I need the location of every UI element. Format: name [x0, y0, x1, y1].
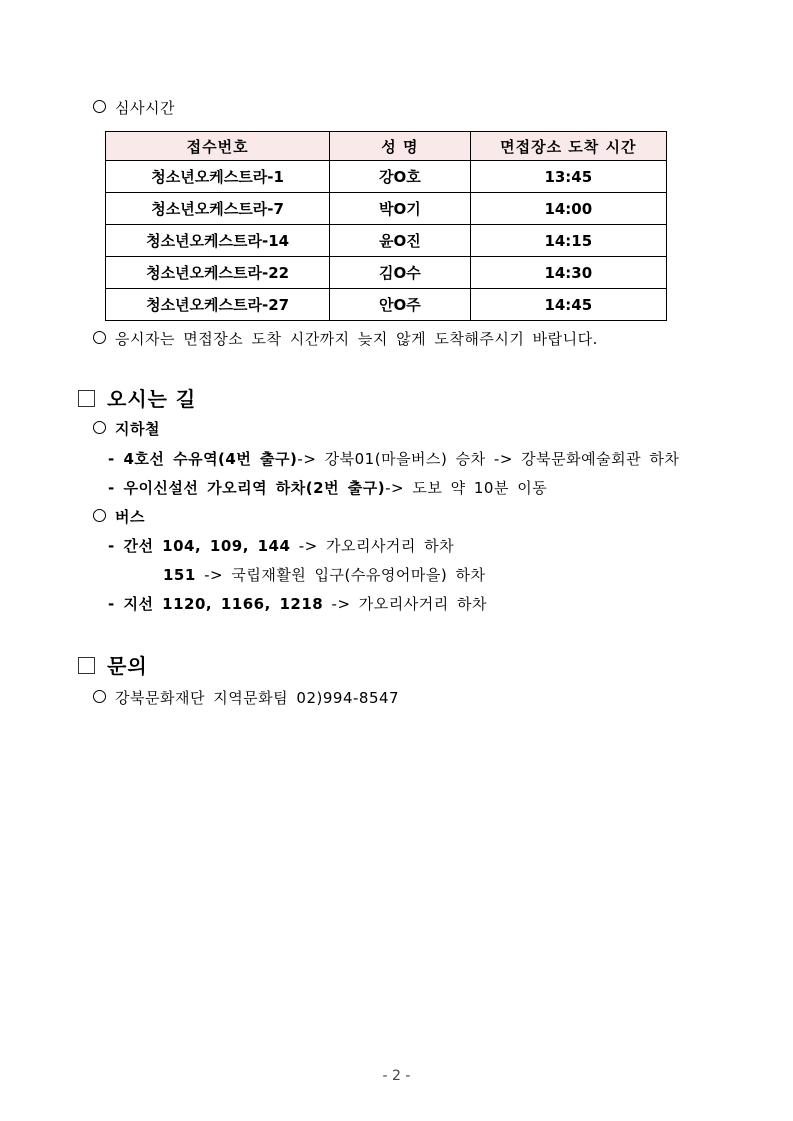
table-row [106, 257, 667, 289]
table-row [106, 193, 667, 225]
applicant-name: 김O수 [330, 257, 470, 289]
bus-route-3 [108, 593, 487, 614]
applicant-name: 강O호 [330, 161, 470, 193]
arrival-time: 14:15 [470, 225, 666, 257]
arrival-time: 14:30 [470, 257, 666, 289]
schedule-table [105, 131, 667, 321]
arrival-notice-text: 응시자는 면접장소 도착 시간까지 늦지 않게 도착해주시기 바랍니다. [115, 330, 598, 348]
applicant-name: 윤O진 [330, 225, 470, 257]
bus-route-2 [163, 564, 485, 585]
applicant-name: 박O기 [330, 193, 470, 225]
arrival-time: 13:45 [470, 161, 666, 193]
subway-route-1 [108, 448, 679, 469]
subway-label: 지하철 [115, 420, 160, 438]
header-arrival-time: 면접장소 도착 시간 [470, 132, 666, 161]
bus-heading [93, 506, 145, 527]
circle-bullet-icon [93, 421, 106, 434]
review-time-heading [93, 97, 175, 118]
bus-route-1-lines: - 간선 104, 109, 144 [108, 537, 291, 555]
subway-route-2-station: - 우이신설선 가오리역 하차(2번 출구) [108, 479, 386, 497]
circle-bullet-icon [93, 690, 106, 703]
bus-route-1-detail: -> 가오리사거리 하차 [298, 537, 455, 555]
applicant-name: 안O주 [330, 289, 470, 321]
application-number: 청소년오케스트라-27 [106, 289, 330, 321]
page-number: - 2 - [382, 1068, 411, 1084]
bus-route-2-detail: -> 국립재활원 입구(수유영어마을) 하차 [204, 566, 486, 584]
bus-route-3-detail: -> 가오리사거리 하차 [331, 595, 487, 613]
square-bullet-icon [78, 657, 95, 674]
directions-section-title [78, 383, 196, 412]
header-name: 성 명 [330, 132, 470, 161]
directions-title-text: 오시는 길 [107, 387, 197, 411]
arrival-time: 14:45 [470, 289, 666, 321]
subway-route-2 [108, 477, 547, 498]
subway-route-1-station: - 4호선 수유역(4번 출구) [108, 450, 298, 468]
application-number: 청소년오케스트라-22 [106, 257, 330, 289]
application-number: 청소년오케스트라-14 [106, 225, 330, 257]
subway-route-1-detail: -> 강북01(마을버스) 승차 -> 강북문화예술회관 하차 [297, 450, 680, 468]
header-application-number: 접수번호 [106, 132, 330, 161]
inquiry-section-title [78, 650, 148, 679]
inquiry-title-text: 문의 [107, 654, 148, 678]
application-number: 청소년오케스트라-7 [106, 193, 330, 225]
arrival-notice [93, 328, 598, 349]
square-bullet-icon [78, 390, 95, 407]
inquiry-contact-text: 강북문화재단 지역문화팀 02)994-8547 [115, 689, 400, 707]
inquiry-contact [93, 687, 399, 708]
subway-heading [93, 418, 160, 439]
application-number: 청소년오케스트라-1 [106, 161, 330, 193]
arrival-time: 14:00 [470, 193, 666, 225]
circle-bullet-icon [93, 100, 106, 113]
bus-route-2-lines: 151 [163, 566, 196, 584]
review-time-label: 심사시간 [115, 99, 175, 117]
bus-label: 버스 [115, 508, 145, 526]
bus-route-1 [108, 535, 454, 556]
table-header-row [106, 132, 667, 161]
circle-bullet-icon [93, 509, 106, 522]
table-row [106, 161, 667, 193]
circle-bullet-icon [93, 331, 106, 344]
table-row [106, 289, 667, 321]
subway-route-2-detail: -> 도보 약 10분 이동 [385, 479, 548, 497]
table-row [106, 225, 667, 257]
bus-route-3-lines: - 지선 1120, 1166, 1218 [108, 595, 324, 613]
